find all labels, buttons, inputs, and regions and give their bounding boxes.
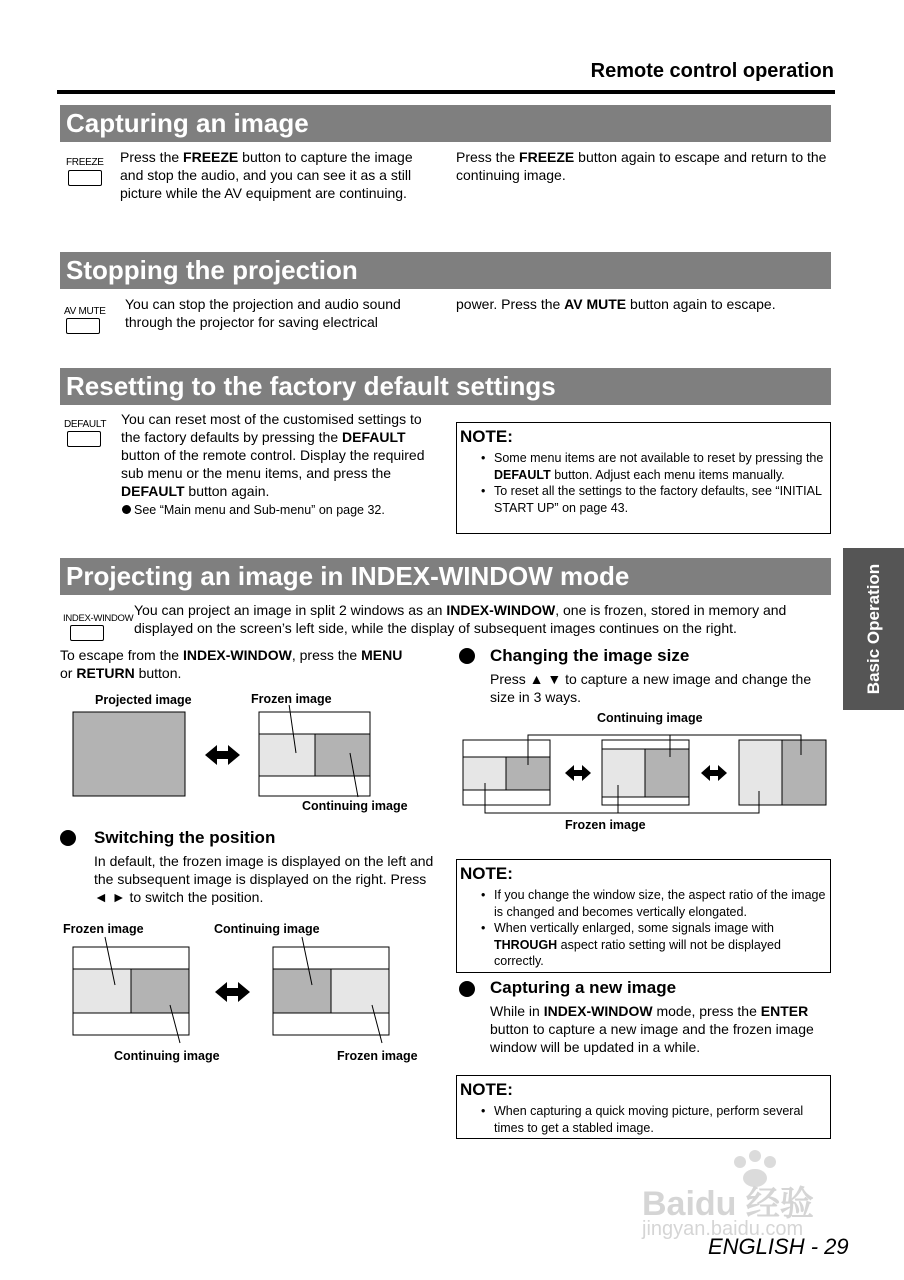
label-continuing-image: Continuing image	[214, 922, 320, 936]
note-item: • When vertically enlarged, some signals image with THROUGH aspect ratio setting will not be displayed correctly.	[494, 920, 830, 970]
label-frozen-image: Frozen image	[63, 922, 144, 936]
capture-new-text: While in INDEX-WINDOW mode, press the ENTER button to capture a new image and the frozen image window will be updated in a while.	[490, 1003, 814, 1055]
switch-text: In default, the frozen image is displayed on the left and the subsequent image is displayed on the right. Press ◄ ► to switch the position.	[94, 853, 434, 905]
av-mute-button-label: AV MUTE	[64, 306, 106, 317]
section-title-stop: Stopping the projection	[60, 252, 831, 289]
page-footer: ENGLISH - 29	[708, 1234, 849, 1259]
size-text: Press ▲ ▼ to capture a new image and change the size in 3 ways.	[490, 671, 812, 705]
section-title-index: Projecting an image in INDEX-WINDOW mode	[60, 558, 831, 595]
capture-text-1: Press the FREEZE button to capture the image and stop the audio, and you can see it as a still picture while the AV equipment are continuing.	[120, 149, 413, 201]
bullet-icon	[60, 830, 76, 846]
size-note-box	[456, 859, 831, 973]
size-title: Changing the image size	[490, 646, 690, 665]
double-arrow-icon	[205, 745, 240, 765]
bullet-icon	[459, 648, 475, 664]
capture-new-title: Capturing a new image	[490, 978, 677, 997]
freeze-button-icon	[68, 170, 102, 186]
av-mute-button-icon	[66, 318, 100, 334]
bullet-icon	[122, 505, 131, 514]
index-window-figure	[60, 705, 390, 805]
label-continuing-image: Continuing image	[597, 711, 703, 725]
capture-text-2: Press the FREEZE button again to escape and return to the continuing image.	[456, 149, 827, 183]
watermark-url: jingyan.baidu.com	[642, 1218, 804, 1240]
stop-text-1: You can stop the projection and audio sound through the projector for saving electrical	[125, 296, 401, 330]
reset-reference: See “Main menu and Sub-menu” on page 32.	[122, 502, 442, 519]
stop-text-2: power. Press the AV MUTE button again to escape.	[456, 296, 776, 312]
side-tab	[843, 548, 904, 710]
note-item: • To reset all the settings to the factory defaults, see “INITIAL START UP” on page 43.	[494, 483, 830, 516]
index-window-button-icon	[70, 625, 104, 641]
capture-new-note-box	[456, 1075, 831, 1139]
label-continuing-image: Continuing image	[114, 1049, 220, 1063]
label-frozen-image: Frozen image	[251, 692, 332, 706]
index-window-button-label: INDEX-WINDOW	[63, 613, 134, 624]
section-title-capture: Capturing an image	[60, 105, 831, 142]
default-button-label: DEFAULT	[64, 419, 107, 430]
label-frozen-image: Frozen image	[565, 818, 646, 832]
index-escape-text: To escape from the INDEX-WINDOW, press the MENU or RETURN button.	[60, 647, 403, 681]
switch-position-figure	[60, 935, 400, 1050]
note-title: NOTE:	[460, 1080, 513, 1099]
double-arrow-icon	[701, 765, 727, 781]
label-projected-image: Projected image	[95, 693, 192, 707]
note-item: • If you change the window size, the aspect ratio of the image is changed and becomes vertically elongated.	[494, 887, 830, 920]
header-rule	[57, 90, 835, 94]
note-title: NOTE:	[460, 864, 513, 883]
watermark-brand: Baidu 经验	[642, 1185, 814, 1223]
reset-note-box	[456, 422, 831, 534]
note-title: NOTE:	[460, 427, 513, 446]
double-arrow-icon	[565, 765, 591, 781]
section-title-reset: Resetting to the factory default settings	[60, 368, 831, 405]
label-continuing-image: Continuing image	[302, 799, 408, 813]
double-arrow-icon	[215, 982, 250, 1002]
default-button-icon	[67, 431, 101, 447]
note-item: • Some menu items are not available to reset by pressing the DEFAULT button. Adjust each menu items manually.	[494, 450, 830, 483]
note-item: • When capturing a quick moving picture, perform several times to get a stabled image.	[494, 1103, 830, 1136]
index-intro: You can project an image in split 2 windows as an INDEX-WINDOW, one is frozen, stored in memory and displayed on the screen’s left side, while the display of subsequent images continues on the right.	[134, 602, 787, 636]
freeze-button-label: FREEZE	[66, 157, 104, 168]
image-size-figure	[455, 725, 835, 820]
side-tab-label: Basic Operation	[863, 563, 883, 695]
bullet-icon	[459, 981, 475, 997]
switch-title: Switching the position	[94, 828, 276, 847]
reset-text: You can reset most of the customised settings to the factory defaults by pressing the DEFAULT button of the remote control. Display the required sub menu or the menu items, and press the DEFAULT button again.	[121, 411, 425, 499]
label-frozen-image: Frozen image	[337, 1049, 418, 1063]
page-header-title: Remote control operation	[590, 60, 834, 82]
